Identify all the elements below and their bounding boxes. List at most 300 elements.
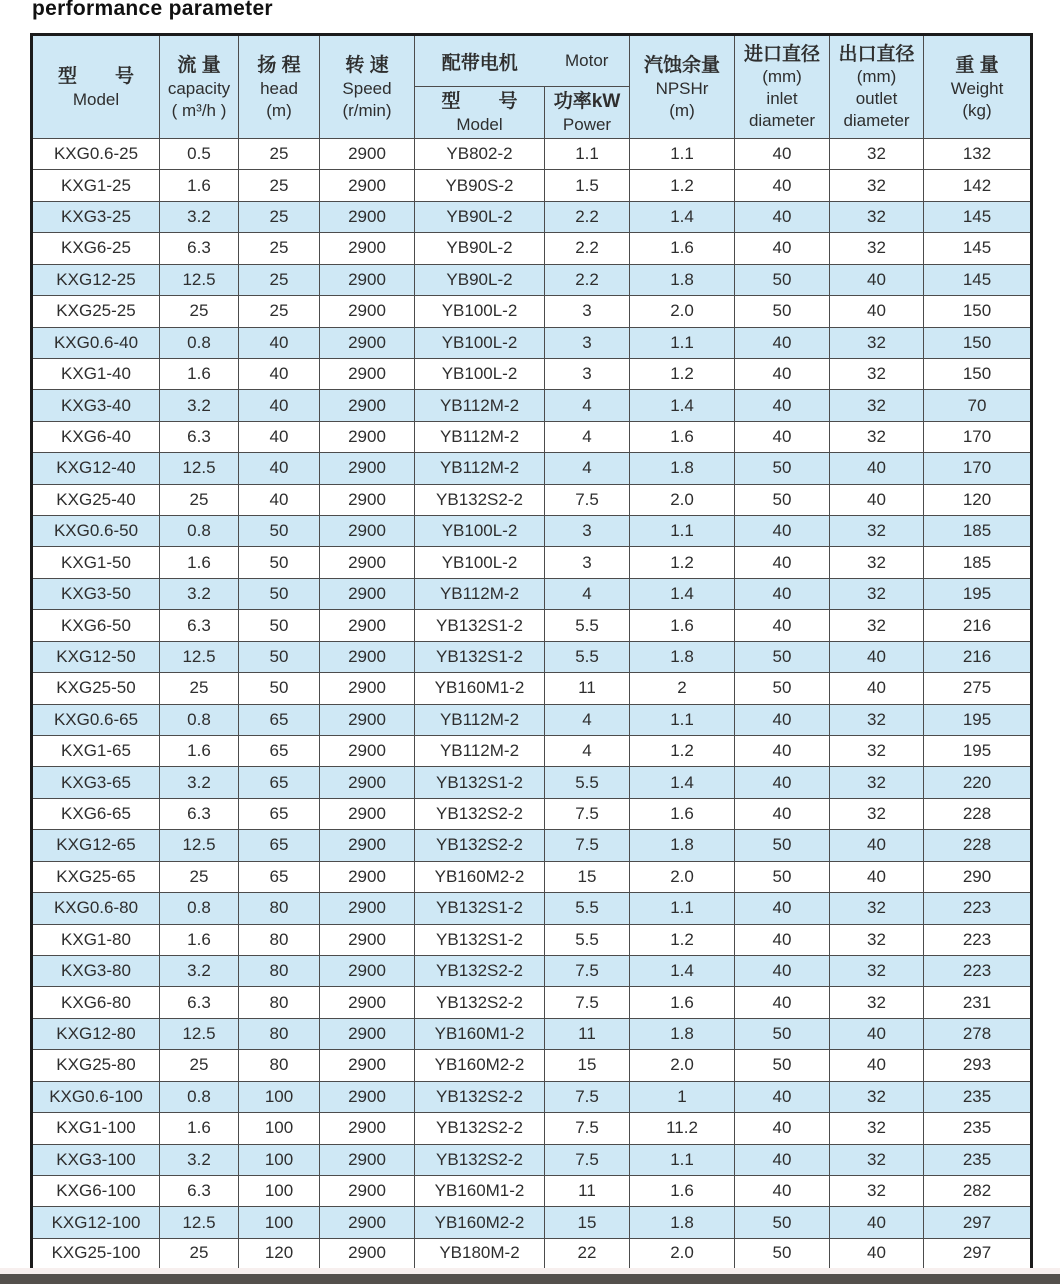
motor-model-cell: YB112M-2 <box>415 704 545 735</box>
outlet-diameter-cell: 40 <box>830 830 924 861</box>
speed-cell: 2900 <box>320 736 415 767</box>
capacity-cell: 25 <box>160 861 239 892</box>
inlet-diameter-cell: 40 <box>735 578 830 609</box>
col-header-weight: 重 量 Weight (kg) <box>924 35 1032 139</box>
head-cell: 120 <box>239 1238 320 1269</box>
weight-cell: 278 <box>924 1018 1032 1049</box>
capacity-cell: 25 <box>160 1238 239 1269</box>
model-cell: KXG6-80 <box>32 987 160 1018</box>
outlet-diameter-cell: 32 <box>830 170 924 201</box>
outlet-diameter-cell: 40 <box>830 453 924 484</box>
capacity-cell: 3.2 <box>160 1144 239 1175</box>
speed-cell: 2900 <box>320 233 415 264</box>
model-cell: KXG3-65 <box>32 767 160 798</box>
npshr-cell: 1.8 <box>630 264 735 295</box>
capacity-cell: 1.6 <box>160 358 239 389</box>
table-row <box>32 201 1032 232</box>
capacity-cell: 6.3 <box>160 233 239 264</box>
speed-cell: 2900 <box>320 987 415 1018</box>
outlet-diameter-cell: 32 <box>830 1081 924 1112</box>
npshr-cell: 1.8 <box>630 1018 735 1049</box>
inlet-diameter-cell: 40 <box>735 798 830 829</box>
outlet-diameter-cell: 32 <box>830 421 924 452</box>
power-cell: 2.2 <box>545 233 630 264</box>
npshr-cell: 1.1 <box>630 704 735 735</box>
outlet-diameter-cell: 40 <box>830 1207 924 1238</box>
model-cell: KXG3-25 <box>32 201 160 232</box>
motor-model-cell: YB160M2-2 <box>415 1050 545 1081</box>
head-cell: 25 <box>239 264 320 295</box>
performance-parameter-table <box>30 33 1033 1271</box>
motor-model-cell: YB100L-2 <box>415 547 545 578</box>
outlet-diameter-cell: 32 <box>830 924 924 955</box>
weight-cell: 297 <box>924 1207 1032 1238</box>
table-row <box>32 1018 1032 1049</box>
head-cell: 25 <box>239 139 320 170</box>
weight-cell: 120 <box>924 484 1032 515</box>
weight-cell: 185 <box>924 516 1032 547</box>
outlet-diameter-cell: 32 <box>830 358 924 389</box>
npshr-cell: 1.1 <box>630 327 735 358</box>
inlet-diameter-cell: 40 <box>735 139 830 170</box>
motor-model-cell: YB160M1-2 <box>415 1175 545 1206</box>
outlet-diameter-cell: 32 <box>830 233 924 264</box>
table-row <box>32 987 1032 1018</box>
weight-cell: 293 <box>924 1050 1032 1081</box>
outlet-diameter-cell: 40 <box>830 264 924 295</box>
speed-cell: 2900 <box>320 264 415 295</box>
capacity-cell: 0.8 <box>160 704 239 735</box>
motor-model-cell: YB160M2-2 <box>415 1207 545 1238</box>
outlet-diameter-cell: 32 <box>830 704 924 735</box>
model-cell: KXG25-65 <box>32 861 160 892</box>
power-cell: 7.5 <box>545 830 630 861</box>
capacity-cell: 0.8 <box>160 893 239 924</box>
power-cell: 3 <box>545 516 630 547</box>
weight-cell: 195 <box>924 578 1032 609</box>
motor-model-cell: YB112M-2 <box>415 453 545 484</box>
weight-cell: 216 <box>924 610 1032 641</box>
head-cell: 80 <box>239 955 320 986</box>
table-row <box>32 139 1032 170</box>
weight-cell: 290 <box>924 861 1032 892</box>
npshr-cell: 1.8 <box>630 453 735 484</box>
motor-model-cell: YB180M-2 <box>415 1238 545 1269</box>
motor-model-cell: YB160M2-2 <box>415 861 545 892</box>
power-cell: 5.5 <box>545 641 630 672</box>
capacity-cell: 25 <box>160 1050 239 1081</box>
table-row <box>32 704 1032 735</box>
speed-cell: 2900 <box>320 1144 415 1175</box>
capacity-cell: 3.2 <box>160 578 239 609</box>
speed-cell: 2900 <box>320 170 415 201</box>
table-row <box>32 358 1032 389</box>
outlet-diameter-cell: 32 <box>830 610 924 641</box>
capacity-cell: 1.6 <box>160 547 239 578</box>
weight-cell: 170 <box>924 453 1032 484</box>
inlet-diameter-cell: 50 <box>735 264 830 295</box>
inlet-diameter-cell: 40 <box>735 358 830 389</box>
motor-model-cell: YB112M-2 <box>415 421 545 452</box>
table-row <box>32 484 1032 515</box>
model-cell: KXG6-100 <box>32 1175 160 1206</box>
head-cell: 25 <box>239 201 320 232</box>
table-row <box>32 547 1032 578</box>
weight-cell: 185 <box>924 547 1032 578</box>
capacity-cell: 3.2 <box>160 390 239 421</box>
power-cell: 15 <box>545 861 630 892</box>
weight-cell: 132 <box>924 139 1032 170</box>
power-cell: 3 <box>545 296 630 327</box>
motor-model-cell: YB90S-2 <box>415 170 545 201</box>
inlet-diameter-cell: 40 <box>735 987 830 1018</box>
motor-model-cell: YB132S1-2 <box>415 924 545 955</box>
table-row <box>32 1175 1032 1206</box>
table-row <box>32 516 1032 547</box>
motor-model-cell: YB132S2-2 <box>415 1113 545 1144</box>
model-cell: KXG6-65 <box>32 798 160 829</box>
capacity-cell: 6.3 <box>160 798 239 829</box>
head-cell: 100 <box>239 1113 320 1144</box>
speed-cell: 2900 <box>320 327 415 358</box>
table-header <box>32 35 1032 139</box>
table-row <box>32 1238 1032 1269</box>
outlet-diameter-cell: 40 <box>830 1018 924 1049</box>
capacity-cell: 12.5 <box>160 1018 239 1049</box>
outlet-diameter-cell: 32 <box>830 139 924 170</box>
head-cell: 25 <box>239 233 320 264</box>
head-cell: 100 <box>239 1144 320 1175</box>
model-cell: KXG12-25 <box>32 264 160 295</box>
capacity-cell: 3.2 <box>160 955 239 986</box>
speed-cell: 2900 <box>320 139 415 170</box>
speed-cell: 2900 <box>320 610 415 641</box>
head-cell: 100 <box>239 1175 320 1206</box>
inlet-diameter-cell: 50 <box>735 861 830 892</box>
inlet-diameter-cell: 50 <box>735 1050 830 1081</box>
speed-cell: 2900 <box>320 578 415 609</box>
table-row <box>32 453 1032 484</box>
motor-model-cell: YB112M-2 <box>415 390 545 421</box>
outlet-diameter-cell: 32 <box>830 1113 924 1144</box>
speed-cell: 2900 <box>320 1238 415 1269</box>
weight-cell: 275 <box>924 673 1032 704</box>
head-cell: 100 <box>239 1081 320 1112</box>
capacity-cell: 25 <box>160 484 239 515</box>
weight-cell: 231 <box>924 987 1032 1018</box>
npshr-cell: 1.6 <box>630 233 735 264</box>
inlet-diameter-cell: 50 <box>735 641 830 672</box>
capacity-cell: 12.5 <box>160 453 239 484</box>
speed-cell: 2900 <box>320 421 415 452</box>
power-cell: 1.5 <box>545 170 630 201</box>
head-cell: 25 <box>239 296 320 327</box>
model-cell: KXG12-100 <box>32 1207 160 1238</box>
capacity-cell: 1.6 <box>160 736 239 767</box>
col-header-head: 扬 程 head (m) <box>239 35 320 139</box>
capacity-cell: 12.5 <box>160 641 239 672</box>
capacity-cell: 12.5 <box>160 1207 239 1238</box>
capacity-cell: 1.6 <box>160 170 239 201</box>
power-cell: 7.5 <box>545 1144 630 1175</box>
table-row <box>32 861 1032 892</box>
inlet-diameter-cell: 40 <box>735 390 830 421</box>
inlet-diameter-cell: 50 <box>735 1238 830 1269</box>
outlet-diameter-cell: 40 <box>830 1050 924 1081</box>
speed-cell: 2900 <box>320 861 415 892</box>
capacity-cell: 6.3 <box>160 421 239 452</box>
head-cell: 80 <box>239 1018 320 1049</box>
outlet-diameter-cell: 32 <box>830 516 924 547</box>
motor-model-cell: YB100L-2 <box>415 296 545 327</box>
npshr-cell: 1.6 <box>630 610 735 641</box>
power-cell: 7.5 <box>545 798 630 829</box>
npshr-cell: 1.8 <box>630 641 735 672</box>
motor-model-cell: YB132S2-2 <box>415 484 545 515</box>
npshr-cell: 2 <box>630 673 735 704</box>
capacity-cell: 3.2 <box>160 201 239 232</box>
inlet-diameter-cell: 40 <box>735 421 830 452</box>
power-cell: 5.5 <box>545 767 630 798</box>
inlet-diameter-cell: 40 <box>735 610 830 641</box>
motor-model-cell: YB132S1-2 <box>415 767 545 798</box>
model-cell: KXG3-80 <box>32 955 160 986</box>
speed-cell: 2900 <box>320 453 415 484</box>
outlet-diameter-cell: 32 <box>830 547 924 578</box>
power-cell: 11 <box>545 1018 630 1049</box>
outlet-diameter-cell: 40 <box>830 484 924 515</box>
head-cell: 50 <box>239 610 320 641</box>
power-cell: 7.5 <box>545 1113 630 1144</box>
npshr-cell: 1.6 <box>630 1175 735 1206</box>
weight-cell: 195 <box>924 704 1032 735</box>
head-cell: 40 <box>239 453 320 484</box>
inlet-diameter-cell: 50 <box>735 296 830 327</box>
col-header-motor-power: 功率kW Power <box>545 87 630 139</box>
npshr-cell: 1.6 <box>630 798 735 829</box>
capacity-cell: 1.6 <box>160 924 239 955</box>
power-cell: 7.5 <box>545 987 630 1018</box>
model-cell: KXG1-50 <box>32 547 160 578</box>
power-cell: 7.5 <box>545 1081 630 1112</box>
speed-cell: 2900 <box>320 673 415 704</box>
speed-cell: 2900 <box>320 704 415 735</box>
model-cell: KXG1-100 <box>32 1113 160 1144</box>
power-cell: 4 <box>545 421 630 452</box>
head-cell: 65 <box>239 798 320 829</box>
npshr-cell: 2.0 <box>630 1050 735 1081</box>
col-header-speed: 转 速 Speed (r/min) <box>320 35 415 139</box>
inlet-diameter-cell: 40 <box>735 955 830 986</box>
inlet-diameter-cell: 40 <box>735 201 830 232</box>
motor-model-cell: YB160M1-2 <box>415 1018 545 1049</box>
npshr-cell: 1 <box>630 1081 735 1112</box>
head-cell: 100 <box>239 1207 320 1238</box>
model-cell: KXG25-80 <box>32 1050 160 1081</box>
bottom-bar <box>0 1274 1060 1284</box>
weight-cell: 282 <box>924 1175 1032 1206</box>
inlet-diameter-cell: 50 <box>735 1207 830 1238</box>
power-cell: 4 <box>545 390 630 421</box>
table-row <box>32 610 1032 641</box>
weight-cell: 235 <box>924 1081 1032 1112</box>
speed-cell: 2900 <box>320 547 415 578</box>
npshr-cell: 1.6 <box>630 987 735 1018</box>
inlet-diameter-cell: 40 <box>735 170 830 201</box>
npshr-cell: 1.8 <box>630 1207 735 1238</box>
table-row <box>32 1081 1032 1112</box>
power-cell: 11 <box>545 1175 630 1206</box>
table-row <box>32 893 1032 924</box>
col-header-motor: 配带电机 Motor <box>415 35 630 87</box>
inlet-diameter-cell: 40 <box>735 893 830 924</box>
outlet-diameter-cell: 40 <box>830 296 924 327</box>
power-cell: 11 <box>545 673 630 704</box>
outlet-diameter-cell: 32 <box>830 390 924 421</box>
npshr-cell: 1.4 <box>630 390 735 421</box>
speed-cell: 2900 <box>320 201 415 232</box>
weight-cell: 235 <box>924 1113 1032 1144</box>
speed-cell: 2900 <box>320 767 415 798</box>
capacity-cell: 0.8 <box>160 516 239 547</box>
motor-model-cell: YB132S1-2 <box>415 893 545 924</box>
outlet-diameter-cell: 40 <box>830 641 924 672</box>
model-cell: KXG6-40 <box>32 421 160 452</box>
speed-cell: 2900 <box>320 641 415 672</box>
table-row <box>32 1113 1032 1144</box>
outlet-diameter-cell: 32 <box>830 987 924 1018</box>
model-cell: KXG1-40 <box>32 358 160 389</box>
capacity-cell: 12.5 <box>160 830 239 861</box>
outlet-diameter-cell: 32 <box>830 736 924 767</box>
motor-model-cell: YB90L-2 <box>415 233 545 264</box>
weight-cell: 223 <box>924 924 1032 955</box>
head-cell: 50 <box>239 641 320 672</box>
col-header-motor-model: 型 号 Model <box>415 87 545 139</box>
npshr-cell: 2.0 <box>630 861 735 892</box>
head-cell: 50 <box>239 578 320 609</box>
inlet-diameter-cell: 50 <box>735 673 830 704</box>
table-row <box>32 327 1032 358</box>
speed-cell: 2900 <box>320 358 415 389</box>
power-cell: 4 <box>545 578 630 609</box>
capacity-cell: 0.5 <box>160 139 239 170</box>
npshr-cell: 1.2 <box>630 547 735 578</box>
table-row <box>32 767 1032 798</box>
model-cell: KXG1-25 <box>32 170 160 201</box>
speed-cell: 2900 <box>320 955 415 986</box>
speed-cell: 2900 <box>320 516 415 547</box>
inlet-diameter-cell: 50 <box>735 1018 830 1049</box>
head-cell: 65 <box>239 767 320 798</box>
inlet-diameter-cell: 40 <box>735 1175 830 1206</box>
model-cell: KXG12-80 <box>32 1018 160 1049</box>
weight-cell: 235 <box>924 1144 1032 1175</box>
table-row <box>32 578 1032 609</box>
weight-cell: 145 <box>924 201 1032 232</box>
motor-model-cell: YB100L-2 <box>415 516 545 547</box>
table-row <box>32 170 1032 201</box>
head-cell: 65 <box>239 830 320 861</box>
head-cell: 65 <box>239 861 320 892</box>
motor-model-cell: YB132S2-2 <box>415 830 545 861</box>
col-header-outlet-diameter: 出口直径 (mm) outlet diameter <box>830 35 924 139</box>
motor-model-cell: YB100L-2 <box>415 358 545 389</box>
inlet-diameter-cell: 40 <box>735 704 830 735</box>
table-row <box>32 924 1032 955</box>
inlet-diameter-cell: 50 <box>735 830 830 861</box>
inlet-diameter-cell: 40 <box>735 1144 830 1175</box>
model-cell: KXG6-25 <box>32 233 160 264</box>
col-header-npshr: 汽蚀余量 NPSHr (m) <box>630 35 735 139</box>
inlet-diameter-cell: 40 <box>735 1113 830 1144</box>
capacity-cell: 6.3 <box>160 987 239 1018</box>
power-cell: 22 <box>545 1238 630 1269</box>
model-cell: KXG3-50 <box>32 578 160 609</box>
npshr-cell: 1.1 <box>630 516 735 547</box>
outlet-diameter-cell: 32 <box>830 798 924 829</box>
npshr-cell: 1.2 <box>630 924 735 955</box>
speed-cell: 2900 <box>320 924 415 955</box>
capacity-cell: 1.6 <box>160 1113 239 1144</box>
speed-cell: 2900 <box>320 1175 415 1206</box>
table-row <box>32 830 1032 861</box>
col-header-inlet-diameter: 进口直径 (mm) inlet diameter <box>735 35 830 139</box>
speed-cell: 2900 <box>320 1018 415 1049</box>
model-cell: KXG0.6-100 <box>32 1081 160 1112</box>
motor-model-cell: YB90L-2 <box>415 264 545 295</box>
power-cell: 7.5 <box>545 955 630 986</box>
model-cell: KXG12-40 <box>32 453 160 484</box>
outlet-diameter-cell: 32 <box>830 1144 924 1175</box>
npshr-cell: 1.4 <box>630 201 735 232</box>
weight-cell: 223 <box>924 893 1032 924</box>
speed-cell: 2900 <box>320 484 415 515</box>
motor-model-cell: YB100L-2 <box>415 327 545 358</box>
weight-cell: 220 <box>924 767 1032 798</box>
model-cell: KXG1-80 <box>32 924 160 955</box>
col-header-capacity: 流 量 capacity ( m³/h ) <box>160 35 239 139</box>
model-cell: KXG25-50 <box>32 673 160 704</box>
model-cell: KXG25-40 <box>32 484 160 515</box>
weight-cell: 142 <box>924 170 1032 201</box>
motor-model-cell: YB132S2-2 <box>415 955 545 986</box>
table-row <box>32 1144 1032 1175</box>
head-cell: 40 <box>239 358 320 389</box>
motor-model-cell: YB132S1-2 <box>415 610 545 641</box>
power-cell: 5.5 <box>545 924 630 955</box>
weight-cell: 150 <box>924 327 1032 358</box>
model-cell: KXG12-50 <box>32 641 160 672</box>
outlet-diameter-cell: 32 <box>830 327 924 358</box>
table-row <box>32 233 1032 264</box>
npshr-cell: 1.1 <box>630 139 735 170</box>
col-header-model: 型 号 Model <box>32 35 160 139</box>
inlet-diameter-cell: 40 <box>735 1081 830 1112</box>
npshr-cell: 11.2 <box>630 1113 735 1144</box>
power-cell: 15 <box>545 1207 630 1238</box>
capacity-cell: 0.8 <box>160 327 239 358</box>
capacity-cell: 25 <box>160 673 239 704</box>
inlet-diameter-cell: 40 <box>735 736 830 767</box>
weight-cell: 223 <box>924 955 1032 986</box>
table-row <box>32 798 1032 829</box>
head-cell: 40 <box>239 484 320 515</box>
speed-cell: 2900 <box>320 1081 415 1112</box>
head-cell: 25 <box>239 170 320 201</box>
head-cell: 65 <box>239 704 320 735</box>
table-row <box>32 736 1032 767</box>
